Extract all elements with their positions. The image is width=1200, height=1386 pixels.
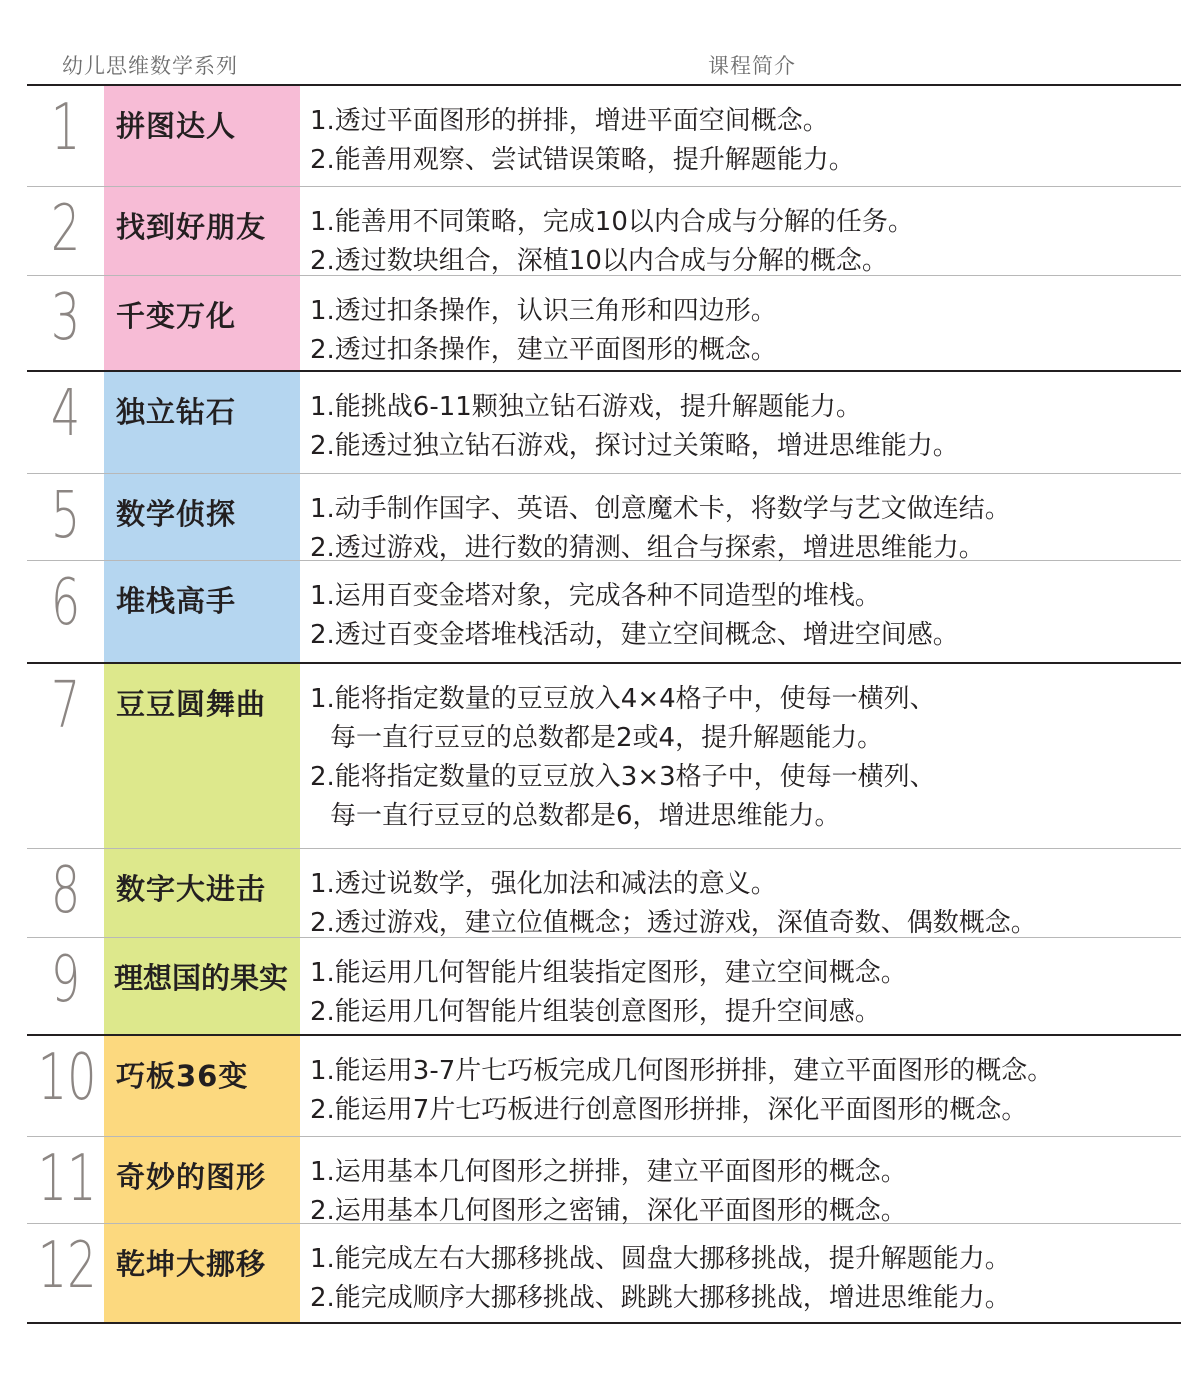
course-name: 豆豆圆舞曲 — [116, 687, 267, 721]
course-number: 6 — [50, 566, 81, 640]
course-number: 1 — [50, 91, 81, 165]
course-table — [27, 84, 1181, 1324]
course-description — [300, 849, 1181, 937]
description-line: 1.能完成左右大挪移挑战、圆盘大挪移挑战，提升解题能力。 — [310, 1244, 1011, 1274]
course-number-cell — [27, 938, 104, 1034]
course-description — [300, 1036, 1181, 1136]
course-name: 独立钻石 — [116, 395, 237, 429]
course-description — [300, 276, 1181, 370]
course-name: 找到好朋友 — [116, 210, 267, 244]
description-line: 2.透过百变金塔堆栈活动，建立空间概念、增进空间感。 — [310, 620, 959, 650]
course-row — [27, 849, 1181, 938]
course-description — [300, 1137, 1181, 1226]
course-number: 8 — [50, 854, 81, 928]
description-line: 1.能善用不同策略，完成10以内合成与分解的任务。 — [310, 207, 914, 237]
course-number: 12 — [37, 1229, 97, 1303]
course-row — [27, 276, 1181, 372]
description-line: 2.能运用几何智能片组装创意图形，提升空间感。 — [310, 997, 881, 1027]
description-line: 1.动手制作国字、英语、创意魔术卡，将数学与艺文做连结。 — [310, 494, 1011, 524]
description-line: 1.能挑战6-11颗独立钻石游戏，提升解题能力。 — [310, 392, 862, 422]
course-number: 5 — [50, 479, 81, 553]
description-line: 1.运用百变金塔对象，完成各种不同造型的堆栈。 — [310, 581, 881, 611]
description-line: 2.运用基本几何图形之密铺，深化平面图形的概念。 — [310, 1196, 907, 1226]
description-line: 1.能将指定数量的豆豆放入4×4格子中，使每一横列、 — [310, 684, 936, 714]
description-line: 2.能善用观察、尝试错误策略，提升解题能力。 — [310, 145, 855, 175]
course-number-cell — [27, 664, 104, 848]
course-name: 数学侦探 — [116, 497, 237, 531]
course-number-cell — [27, 276, 104, 370]
course-name: 堆栈高手 — [116, 584, 237, 618]
course-name-cell — [104, 187, 300, 275]
description-line: 每一直行豆豆的总数都是6，增进思维能力。 — [330, 801, 841, 831]
course-number-cell — [27, 372, 104, 473]
description-line: 1.透过说数学，强化加法和减法的意义。 — [310, 869, 777, 899]
description-line: 2.能将指定数量的豆豆放入3×3格子中，使每一横列、 — [310, 762, 936, 792]
course-description — [300, 1224, 1181, 1322]
description-line: 2.透过游戏，进行数的猜测、组合与探索，增进思维能力。 — [310, 533, 985, 563]
course-number-cell — [27, 86, 104, 186]
course-name: 拼图达人 — [116, 109, 237, 143]
course-name-cell — [104, 276, 300, 370]
course-row — [27, 1137, 1181, 1224]
description-line: 2.能完成顺序大挪移挑战、跳跳大挪移挑战，增进思维能力。 — [310, 1283, 1011, 1313]
description-line: 1.透过平面图形的拼排，增进平面空间概念。 — [310, 106, 829, 136]
course-number: 4 — [50, 377, 81, 451]
course-number: 11 — [37, 1142, 97, 1216]
course-number-cell — [27, 1137, 104, 1223]
description-line: 2.透过游戏，建立位值概念；透过游戏，深值奇数、偶数概念。 — [310, 908, 1037, 938]
course-row — [27, 938, 1181, 1036]
course-name: 数字大进击 — [116, 872, 267, 906]
course-row — [27, 84, 1181, 187]
course-number-cell — [27, 849, 104, 937]
course-number-cell — [27, 561, 104, 662]
course-description — [300, 86, 1181, 186]
description-line: 2.透过扣条操作，建立平面图形的概念。 — [310, 335, 777, 365]
course-name: 理想国的果实 — [114, 961, 289, 995]
course-number: 10 — [37, 1041, 97, 1115]
course-description — [300, 187, 1181, 275]
course-row — [27, 372, 1181, 474]
course-name: 奇妙的图形 — [116, 1160, 267, 1194]
description-line: 1.能运用几何智能片组装指定图形，建立空间概念。 — [310, 958, 907, 988]
course-name-cell — [104, 86, 300, 186]
course-number-cell — [27, 187, 104, 275]
course-description — [300, 474, 1181, 563]
course-name-cell — [104, 938, 300, 1034]
course-row — [27, 1224, 1181, 1324]
course-name-cell — [104, 1137, 300, 1223]
course-name-cell — [104, 474, 300, 560]
description-line: 2.透过数块组合，深植10以内合成与分解的概念。 — [310, 246, 888, 276]
description-line: 2.能运用7片七巧板进行创意图形拼排，深化平面图形的概念。 — [310, 1095, 1028, 1125]
course-number-cell — [27, 474, 104, 560]
course-row — [27, 664, 1181, 849]
course-name-cell — [104, 372, 300, 473]
description-line: 每一直行豆豆的总数都是2或4，提升解题能力。 — [330, 723, 884, 753]
description-line: 2.能透过独立钻石游戏，探讨过关策略，增进思维能力。 — [310, 431, 959, 461]
course-name-cell — [104, 1224, 300, 1322]
course-row — [27, 187, 1181, 276]
course-number: 9 — [50, 943, 81, 1017]
intro-column-header: 课程简介 — [708, 54, 796, 78]
course-name-cell — [104, 561, 300, 662]
course-name-cell — [104, 1036, 300, 1136]
description-line: 1.运用基本几何图形之拼排，建立平面图形的概念。 — [310, 1157, 907, 1187]
course-description — [300, 561, 1181, 662]
course-description — [300, 372, 1181, 473]
description-line: 1.能运用3-7片七巧板完成几何图形拼排，建立平面图形的概念。 — [310, 1056, 1054, 1086]
course-number-cell — [27, 1224, 104, 1322]
course-name: 巧板36变 — [116, 1059, 249, 1093]
description-line: 1.透过扣条操作，认识三角形和四边形。 — [310, 296, 777, 326]
course-number-cell — [27, 1036, 104, 1136]
course-row — [27, 1036, 1181, 1137]
course-name-cell — [104, 849, 300, 937]
course-row — [27, 561, 1181, 664]
course-description — [300, 664, 1181, 848]
course-name: 乾坤大挪移 — [116, 1247, 267, 1281]
course-number: 3 — [50, 281, 81, 355]
course-description — [300, 938, 1181, 1034]
course-name-cell — [104, 664, 300, 848]
course-number: 7 — [50, 669, 81, 743]
course-name: 千变万化 — [116, 299, 237, 333]
course-row — [27, 474, 1181, 561]
series-column-header: 幼儿思维数学系列 — [62, 54, 238, 78]
course-number: 2 — [50, 192, 81, 266]
